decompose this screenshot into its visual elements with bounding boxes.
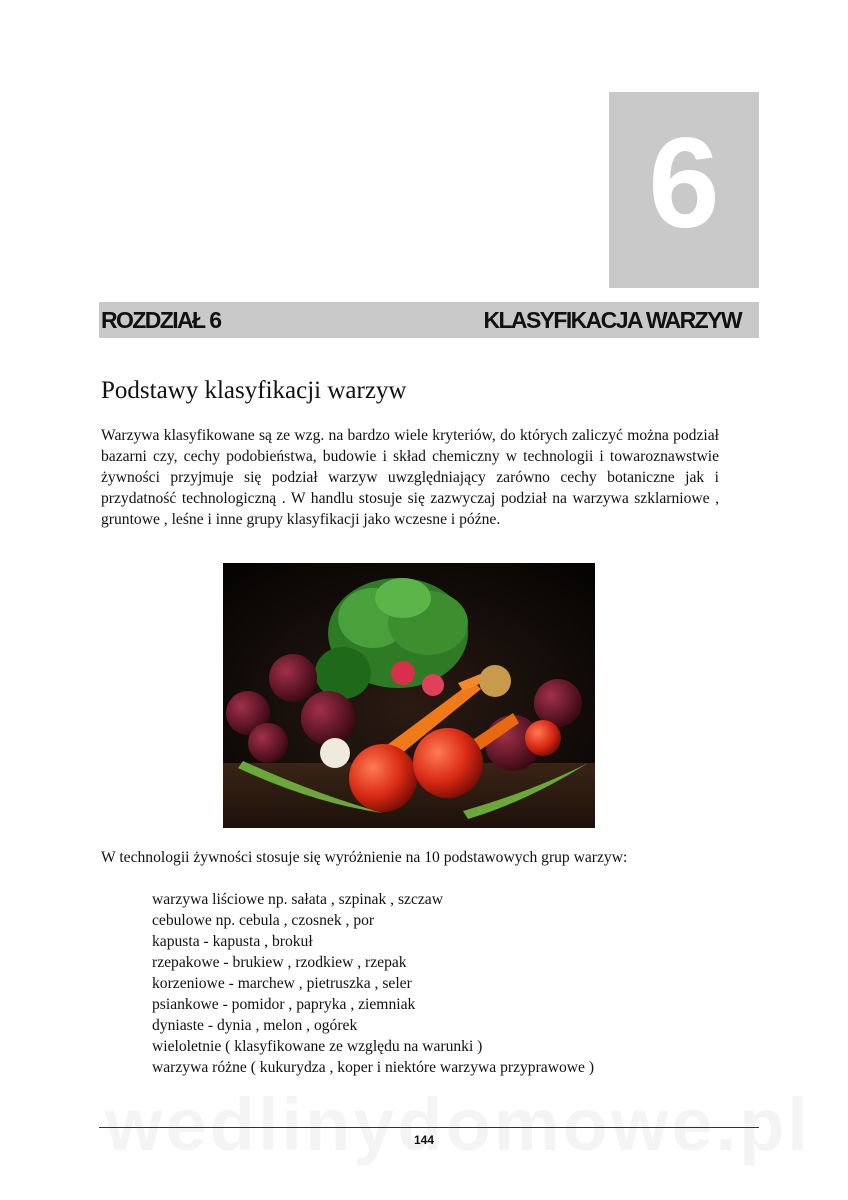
chapter-title: KLASYFIKACJA WARZYW	[483, 307, 741, 333]
list-item: psiankowe - pomidor , papryka , ziemniak	[152, 996, 416, 1013]
list-item: cebulowe np. cebula , czosnek , por	[152, 912, 375, 929]
watermark	[105, 1082, 745, 1167]
vegetable-groups-list	[152, 889, 594, 1078]
list-item: wieloletnie ( klasyfikowane ze względu na warunki )	[152, 1038, 483, 1055]
list-item: dyniaste - dynia , melon , ogórek	[152, 1017, 358, 1034]
page-number: 144	[413, 1133, 435, 1147]
vegetables-photo	[223, 563, 595, 828]
intro-paragraph: Warzywa klasyfikowane są ze wzg. na bardzo wiele kryteriów, do których zaliczyć można podział bazarni czy, cechy podobieństwa, budowie i skład chemiczny w technologii i towaroznawstwie żywności przyjmuje się podział warzyw uwzględniający zarówno cechy botaniczne jak i przydatność technologiczną . W handlu stosuje się zazwyczaj podział na warzywa szklarniowe , gruntowe , leśne i inne grupy klasyfikacji jako wczesne i późne.	[101, 427, 719, 528]
chapter-number: 6	[648, 112, 720, 255]
section-heading: Podstawy klasyfikacji warzyw	[101, 377, 407, 404]
footer-rule	[99, 1127, 759, 1128]
groups-intro: W technologii żywności stosuje się wyróżnienie na 10 podstawowych grup warzyw:	[101, 849, 628, 866]
chapter-label: ROZDZIAŁ 6	[101, 307, 221, 333]
list-item: kapusta - kapusta , brokuł	[152, 933, 313, 950]
list-item: rzepakowe - brukiew , rzodkiew , rzepak	[152, 954, 407, 971]
list-item: korzeniowe - marchew , pietruszka , seler	[152, 975, 412, 992]
list-item: warzywa liściowe np. sałata , szpinak , szczaw	[152, 891, 443, 908]
list-item: warzywa różne ( kukurydza , koper i niektóre warzywa przyprawowe )	[152, 1059, 595, 1076]
vegetables-illustration	[223, 563, 595, 828]
chapter-number-box	[609, 92, 759, 288]
chapter-header-bar	[99, 302, 759, 338]
